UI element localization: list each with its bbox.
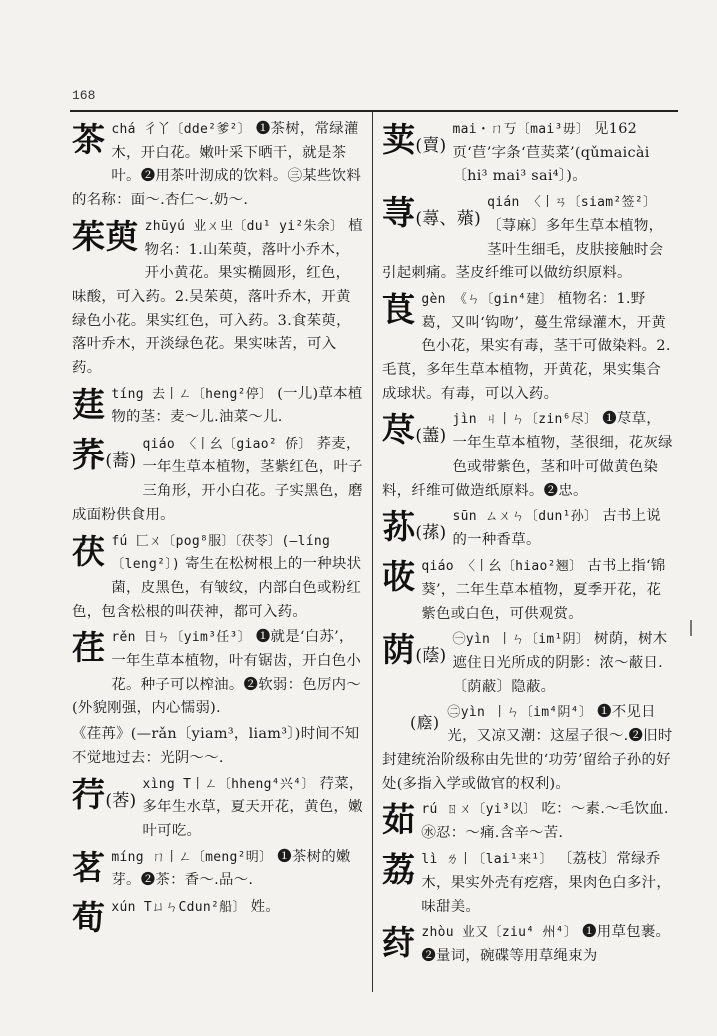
entry-definition: 寄生在松树根上的一种块状菌，皮黑色，有皱纹，内部白色或粉红色，包含松根的叫茯神，都可入药。 (72, 556, 362, 620)
right-column (382, 118, 674, 971)
dictionary-entry (382, 118, 674, 189)
entry-headword: 荮 (382, 923, 416, 963)
entry-definition: 古书上指‘锦葵’，二年生草本植物，夏季开花，花紫色或白色，可供观赏。 (421, 558, 666, 622)
entry-headword: 荍 (382, 557, 416, 597)
dictionary-entry (72, 433, 364, 528)
entry-headword: 茹 (382, 800, 416, 840)
entry-pronunciation: fú 匚ㄨ〔pog⁸服〕〔茯苓〕(—líng〔leng²〕) (111, 533, 331, 573)
dictionary-entry (72, 846, 364, 894)
entry-definition: 《荏苒》(—rǎn〔yiam³，liam³〕)时间不知不觉地过去：光阴～～. (72, 726, 360, 766)
entry-definition: 树荫，树木遮住日光所成的阴影：浓～蔽日.〔荫蔽〕隐蔽。 (452, 631, 668, 695)
entry-pronunciation: qiáo 〈丨幺〔hiao²翘〕 (421, 559, 583, 575)
entry-headword: 荞(蕎) (72, 434, 137, 474)
dictionary-entry (72, 118, 364, 213)
entry-headword: 茗 (72, 847, 106, 887)
entry-pronunciation: gèn 《ㄣ〔gin⁴建〕 (421, 291, 553, 307)
entry-pronunciation: lì ㄌ丨〔lai¹来¹〕 (421, 852, 553, 868)
entry-headword: 荨(蕁、薞) (382, 193, 482, 233)
top-rule (70, 110, 678, 112)
entry-headword: 茯 (72, 531, 106, 571)
dictionary-entry (382, 798, 674, 846)
entry-pronunciation: xún TㄩㄣCdun²船〕 (111, 899, 246, 915)
entry-pronunciation: sūn ㄙㄨㄣ〔dun¹孙〕 (452, 509, 598, 525)
dictionary-entry (382, 555, 674, 626)
dictionary-entry (382, 288, 674, 407)
dictionary-entry (382, 628, 674, 699)
entry-pronunciation: qián 〈丨ㄢ〔siam²签²〕 (487, 195, 657, 211)
entry-definition: ❶就是‘白苏’，一年生草本植物，叶有锯齿，开白色小花。种子可以榨油。❷软弱：色厉内～(外貌刚强，内心懦弱). (72, 629, 362, 717)
dictionary-entry (72, 215, 364, 381)
entry-pronunciation: tíng 去丨ㄥ〔heng²停〕 (111, 386, 273, 402)
dictionary-entry (72, 530, 364, 625)
entry-pronunciation: ㊀yìn 丨ㄣ〔im¹阴〕 (452, 632, 590, 648)
entry-pronunciation: chá 彳丫〔dde²爹²〕 (111, 122, 251, 137)
dictionary-entry (382, 505, 674, 553)
entry-definition: ❶茶树，常绿灌木，开白花。嫩叶采下晒干，就是茶叶。❷用茶叶沏成的饮料。㊂某些饮料的名称：面～.杏仁～.奶～. (72, 121, 362, 209)
dictionary-entry (72, 383, 364, 431)
entry-variant-form: (廕) (410, 713, 440, 733)
entry-pronunciation: míng ㄇ丨ㄥ〔meng²明〕 (111, 849, 273, 865)
entry-headword: 荬(賣) (382, 120, 447, 159)
entry-definition: ❶不见日光，又凉又潮：这屋子很～.❷旧时封建统治阶级称由先世的‘功劳’留给子孙的好处(多指入学或做官的权利)。 (382, 704, 673, 792)
entry-definition: 古书上说的一种香草。 (452, 508, 661, 548)
margin-mark (690, 620, 692, 636)
entry-pronunciation: xìng T丨ㄥ〔hheng⁴兴⁴〕 (142, 776, 315, 792)
entry-definition: 植物名：1.山茱萸，落叶小乔木，开小黄花。果实椭圆形，红色，味酸，可入药。2.吴茱萸，落叶乔木，开黄绿色小花。果实红色，可入药。3.食茱萸，落叶乔木，开淡绿色花。果实味苦，可入药。 (72, 217, 363, 377)
entry-headword: 莛 (72, 384, 106, 424)
entry-headword: 荩(藎) (382, 410, 447, 450)
entry-definition: ❶用草包裹。❷量词，碗碟等用草绳束为 (421, 924, 671, 965)
entry-pronunciation: zhūyú 业ㄨ㞢〔du¹ yi²朱余〕 (144, 218, 344, 234)
entry-headword: 荏 (72, 628, 106, 668)
entry-headword: 荀 (72, 897, 106, 937)
entry-pronunciation: rěn 日ㄣ〔yim³任³〕 (111, 630, 251, 646)
dictionary-entry (382, 191, 674, 286)
left-column (72, 118, 364, 946)
dictionary-entry (72, 626, 364, 721)
entry-headword: 荪(蓀) (382, 507, 447, 547)
entry-definition: 见162页‘苣’字条‘苣荬菜’(qǔmaicài〔hi³ mai³ sai⁴〕)。 (452, 121, 650, 185)
entry-headword: 荫(蔭) (382, 630, 447, 670)
dictionary-entry (382, 408, 674, 503)
entry-definition: 〔荔枝〕常绿乔木，果实外壳有疙瘩，果肉色白多汁，味甜美。 (421, 851, 672, 915)
dictionary-subentry (72, 723, 364, 770)
entry-pronunciation: qiáo 〈丨幺〔giao² 侨〕 (142, 436, 312, 452)
entry-pronunciation: rú ㄖㄨ〔yi³以〕 (421, 802, 537, 818)
entry-definition: ❶荩草，一年生草本植物，茎很细，花灰绿色或带紫色，茎和叶可做黄色染料，纤维可做造纸原料。❷忠。 (382, 411, 673, 499)
entry-headword: 茛 (382, 289, 416, 329)
entry-pronunciation: ㊁yìn 丨ㄣ〔im⁴阴⁴〕 (447, 705, 593, 721)
page-number: 168 (72, 88, 96, 103)
entry-pronunciation: mai・ㄇ丂〔mai³毋〕 (452, 122, 590, 137)
entry-pronunciation: zhòu 业又〔ziu⁴ 州⁴〕 (421, 925, 578, 941)
entry-headword: 荇(莕) (72, 774, 137, 814)
dictionary-entry (72, 896, 364, 944)
entry-definition: 荞麦，一年生草本植物，茎紫红色，叶子三角形，开小白花。子实黑色，磨成面粉供食用。 (72, 435, 363, 523)
dictionary-entry (382, 921, 674, 969)
entry-definition: (一儿)草本植物的茎：麦～儿.油菜～儿. (111, 385, 363, 426)
column-divider (372, 112, 373, 992)
dictionary-entry (382, 848, 674, 919)
entry-definition: 〔荨麻〕多年生草本植物，茎叶生细毛，皮肤接触时会引起刺痛。茎皮纤维可以做纺织原料。 (382, 217, 664, 282)
entry-headword: 荔 (382, 850, 416, 890)
entry-definition: 荇菜，多年生水草，夏天开花，黄色，嫩叶可吃。 (142, 775, 364, 839)
entry-pronunciation: jìn ㄐ丨ㄣ〔zin⁶尽〕 (452, 412, 598, 428)
entry-definition: 植物名：1.野葛，又叫‘钩吻’，蔓生常绿灌木，开黄色小花，果实有毒，茎干可做染料。2.毛茛，多年生草本植物，开黄花，果实集合成球状。有毒，可以入药。 (382, 290, 671, 402)
dictionary-entry (72, 773, 364, 844)
entry-definition: 姓。 (250, 898, 281, 915)
entry-definition: 吃：～素.～毛饮血.㊌忍：～痛.含辛～苦. (421, 801, 669, 841)
entry-headword: 茶 (72, 120, 106, 159)
entry-definition: ❶茶树的嫩芽。❷茶：香～.品～. (111, 848, 351, 889)
dictionary-subentry (382, 701, 674, 796)
entry-headword: 茱萸 (72, 216, 139, 256)
